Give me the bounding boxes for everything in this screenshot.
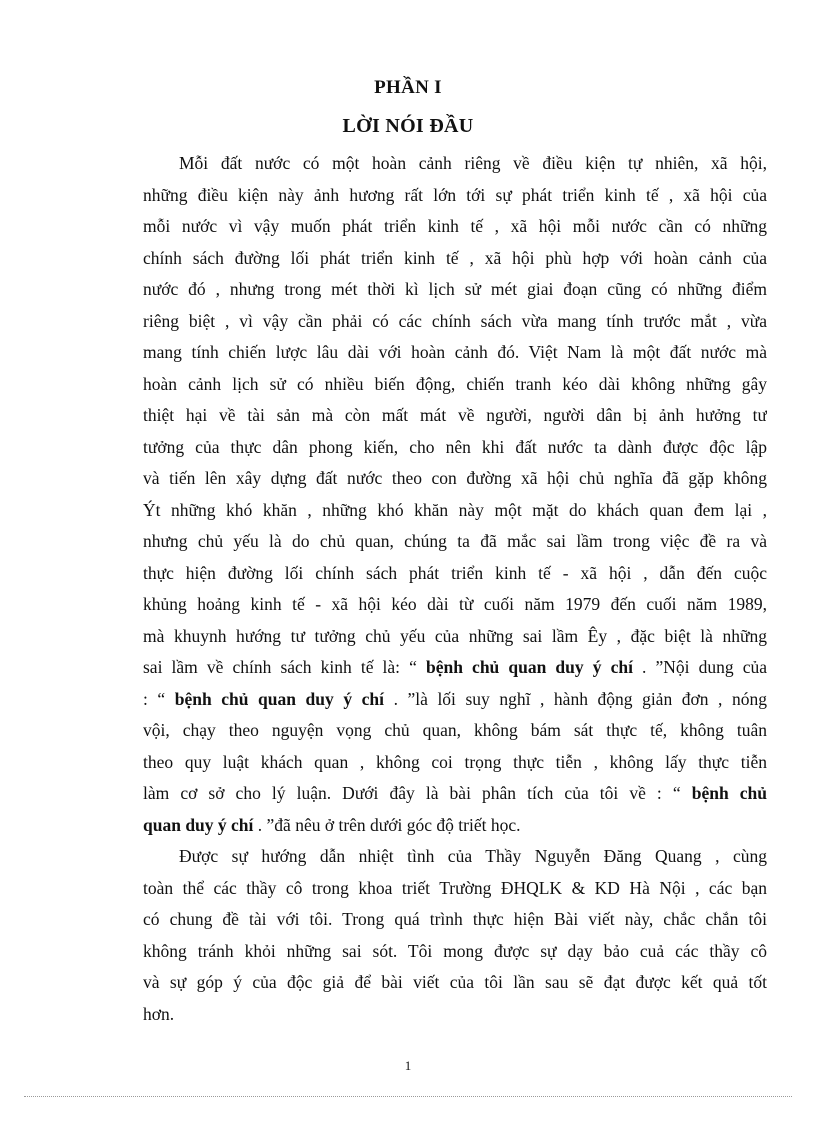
- text-line: mỗi nước vì vậy muốn phát triển kinh tế , xã hội mỗi nước cần có những: [143, 216, 767, 236]
- text-line: khủng hoảng kinh tế - xã hội kéo dài từ cuối năm 1979 đến cuối năm 1989,: [143, 594, 767, 614]
- text-line: thực hiện đường lối chính sách phát triển kinh tế - xã hội , dẫn đến cuộc: [143, 562, 767, 583]
- text-line: tưởng của thực dân phong kiến, cho nên khi đất nước ta dành được độc lập: [143, 436, 767, 457]
- text-line: [143, 778, 767, 810]
- text-line: có chung đề tài với tôi. Trong quá trình thực hiện Bài viết này, chắc chắn tôi: [143, 909, 767, 929]
- page-number: 1: [404, 1058, 412, 1073]
- text-line: toàn thể các thầy cô trong khoa triết Trường ĐHQLK & KD Hà Nội , các bạn: [143, 877, 767, 898]
- text-line: [143, 652, 767, 684]
- text-run: . ”Nội dung của: [642, 657, 767, 677]
- paragraph-intro: [143, 148, 767, 841]
- text-line: hoàn cảnh lịch sử có nhiều biến động, chiến tranh kéo dài không những gây: [143, 373, 767, 394]
- paragraph-acknowledgement: [143, 841, 767, 1030]
- text-line: hơn.: [143, 1003, 175, 1024]
- text-line: theo quy luật khách quan , không coi trọng thực tiễn , không lấy thực tiễn: [143, 751, 767, 772]
- text-line: chính sách đường lối phát triển kinh tế , xã hội phù hợp với hoàn cảnh của: [143, 247, 767, 268]
- text-line: những điều kiện này ảnh hương rất lớn tới sự phát triển kinh tế , xã hội của: [143, 184, 767, 205]
- emphasis-term: quan duy ý chí: [143, 814, 254, 835]
- text-run: : “: [143, 688, 166, 709]
- text-line: [143, 810, 767, 842]
- text-line: [143, 684, 767, 716]
- text-line: và tiến lên xây dựng đất nước theo con đường xã hội chủ nghĩa đã gặp không: [143, 468, 767, 488]
- part-title: PHẦN I: [374, 77, 442, 98]
- text-run: . ”là lối suy nghĩ , hành động giản đơn , nóng: [393, 688, 767, 709]
- text-line: Ýt những khó khăn , những khó khăn này một mặt do khách quan đem lại ,: [143, 499, 767, 520]
- text-line: thiệt hại về tài sản mà còn mất mát về người, người dân bị ảnh hưởng tư: [143, 405, 767, 425]
- text-line: Mỗi đất nước có một hoàn cảnh riêng về điều kiện tự nhiên, xã hội,: [179, 153, 767, 173]
- text-line: vội, chạy theo nguyện vọng chủ quan, không bám sát thực tế, không tuân: [143, 720, 767, 740]
- emphasis-term: bệnh chủ quan duy ý chí: [174, 688, 384, 709]
- emphasis-term: bệnh chủ quan duy ý chí: [426, 657, 633, 677]
- main-title: LỜI NÓI ĐẦU: [342, 115, 474, 137]
- text-line: Được sự hướng dẫn nhiệt tình của Thầy Nguyễn Đăng Quang , cùng: [179, 846, 767, 866]
- text-line: và sự góp ý của độc giả để bài viết của tôi lần sau sẽ đạt được kết quả tốt: [143, 972, 767, 992]
- emphasis-term: bệnh chủ: [691, 783, 767, 803]
- text-line: nước đó , nhưng trong mét thời kì lịch sử mét giai đoạn cũng có những điểm: [143, 279, 767, 299]
- text-line: mang tính chiến lược lâu dài với hoàn cảnh đó. Việt Nam là một đất nước mà: [143, 342, 767, 362]
- text-line: riêng biệt , vì vậy cần phải có các chính sách vừa mang tính trước mắt , vừa: [143, 310, 767, 331]
- page-break-divider: [24, 1096, 792, 1097]
- text-run: làm cơ sở cho lý luận. Dưới đây là bài phân tích của tôi về : “: [143, 783, 681, 803]
- text-run: sai lầm về chính sách kinh tế là: “: [143, 657, 417, 677]
- document-body: [143, 148, 767, 1030]
- text-line: không tránh khỏi những sai sót. Tôi mong được sự dạy bảo cuả các thầy cô: [143, 940, 767, 961]
- text-run: . ”đã nêu ở trên dưới góc độ triết học.: [257, 814, 521, 835]
- text-line: mà khuynh hướng tư tưởng chủ yếu của những sai lầm Êy , đặc biệt là những: [143, 625, 767, 646]
- text-line: nhưng chủ yếu là do chủ quan, chúng ta đã mắc sai lầm trong việc đề ra và: [143, 531, 767, 551]
